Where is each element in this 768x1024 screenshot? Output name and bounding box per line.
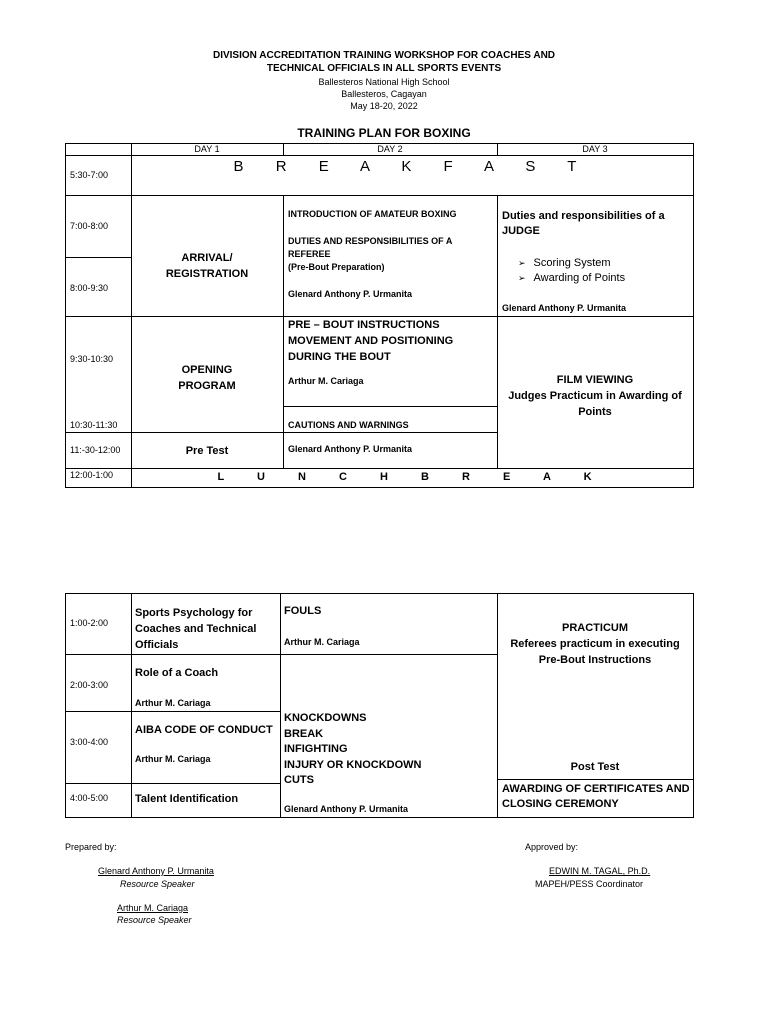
program-line: PROGRAM: [178, 380, 236, 392]
preparer-1-name: Glenard Anthony P. Urmanita: [98, 866, 214, 876]
list-item: ➢ Scoring System: [518, 256, 688, 271]
film-viewing-line: FILM VIEWING: [556, 374, 634, 386]
speaker-name: Arthur M. Cariaga: [288, 376, 364, 386]
arrival-line: ARRIVAL/: [181, 252, 233, 264]
sports-psychology: [135, 605, 278, 653]
time-slot: 10:30-11:30: [70, 420, 118, 430]
time-slot: 1:00-2:00: [70, 618, 109, 628]
prebout-instructions-line: Pre-Bout Instructions: [538, 654, 652, 666]
time-slot: 2:00-3:00: [70, 680, 109, 690]
preparer-1-role: Resource Speaker: [120, 879, 195, 889]
knockdowns-topics: [284, 711, 494, 789]
day-1-header: DAY 1: [194, 144, 220, 154]
arrival-registration: [131, 250, 283, 282]
time-slot: 3:00-4:00: [70, 737, 109, 747]
workshop-title-line-1: DIVISION ACCREDITATION TRAINING WORKSHOP FOR COACHES AND: [212, 50, 556, 61]
awarding-closing: [502, 782, 692, 812]
time-slot: 5:30-7:00: [70, 170, 109, 180]
awarding-line: AWARDING OF CERTIFICATES AND: [502, 783, 690, 795]
closing-line: CLOSING CEREMONY: [502, 798, 619, 810]
referees-practicum-line: Referees practicum in executing: [510, 638, 680, 650]
during-bout-line: DURING THE BOUT: [288, 351, 391, 363]
school-location: Ballesteros, Cagayan: [341, 89, 427, 99]
referee-line: REFEREE: [288, 249, 331, 259]
workshop-title-line-2: TECHNICAL OFFICIALS IN ALL SPORTS EVENTS: [266, 63, 502, 74]
prebout-preparation: (Pre-Bout Preparation): [288, 262, 385, 272]
preparer-2-role: Resource Speaker: [117, 915, 192, 925]
aiba-code-of-conduct: AIBA CODE OF CONDUCT: [135, 724, 273, 736]
speaker-name: Glenard Anthony P. Urmanita: [288, 444, 413, 454]
day-3-header: DAY 3: [582, 144, 608, 154]
movement-line: MOVEMENT AND POSITIONING: [288, 335, 454, 347]
officials-line: Officials: [135, 639, 179, 651]
approver-name: EDWIN M. TAGAL, Ph.D.: [549, 866, 651, 876]
knockdowns-line: KNOCKDOWNS: [284, 712, 367, 724]
time-slot: 4:00-5:00: [70, 793, 109, 803]
coaches-line: Coaches and Technical: [135, 623, 257, 635]
judge-duties: [502, 209, 692, 239]
prebout-instructions: [288, 317, 494, 365]
time-slot: 11:-30-12:00: [70, 445, 121, 455]
plan-title: TRAINING PLAN FOR BOXING: [297, 126, 471, 140]
time-slot: 12:00-1:00: [70, 470, 114, 480]
duties-referee: [288, 235, 494, 274]
speaker-name: Arthur M. Cariaga: [135, 754, 211, 764]
time-slot: 9:30-10:30: [70, 354, 114, 364]
breakfast-banner: B R E A K F A S T: [233, 158, 591, 175]
day-2-header: DAY 2: [377, 144, 403, 154]
time-slot: 8:00-9:30: [70, 283, 109, 293]
judge-line: JUDGE: [502, 225, 540, 237]
break-line: BREAK: [284, 727, 324, 740]
opening-line: OPENING: [181, 364, 233, 376]
approved-by-label: Approved by:: [525, 842, 579, 852]
post-test: Post Test: [570, 761, 620, 773]
school-name: Ballesteros National High School: [318, 77, 450, 87]
psych-line: Sports Psychology for: [135, 607, 253, 619]
duties-line: DUTIES AND RESPONSIBILITIES OF A: [288, 236, 453, 246]
film-viewing: [497, 372, 693, 420]
judges-practicum-line: Judges Practicum in Awarding of: [508, 390, 682, 402]
registration-line: REGISTRATION: [165, 268, 249, 280]
list-item: ➢ Awarding of Points: [518, 271, 688, 286]
prebout-line: PRE – BOUT INSTRUCTIONS: [288, 319, 440, 331]
practicum-line: PRACTICUM: [562, 622, 628, 634]
speaker-name: Glenard Anthony P. Urmanita: [284, 804, 409, 814]
judge-topic-list: [518, 256, 688, 286]
preparer-2-name: Arthur M. Cariaga: [117, 903, 189, 913]
approver-role: MAPEH/PESS Coordinator: [535, 879, 644, 889]
talent-identification: Talent Identification: [135, 793, 239, 805]
points-line: Points: [578, 406, 612, 418]
opening-program: [131, 362, 283, 394]
prepared-by-label: Prepared by:: [65, 842, 117, 852]
speaker-name: Arthur M. Cariaga: [135, 698, 211, 708]
speaker-name: Arthur M. Cariaga: [284, 637, 360, 647]
cautions-warnings: CAUTIONS AND WARNINGS: [288, 420, 409, 430]
injury-line: INJURY OR KNOCKDOWN: [284, 758, 422, 771]
judge-duties-line: Duties and responsibilities of a: [502, 210, 665, 222]
fouls: FOULS: [284, 605, 322, 617]
event-date: May 18-20, 2022: [350, 101, 418, 111]
referees-practicum: [497, 620, 693, 668]
lunch-break-banner: L U N C H B R E A K: [217, 471, 607, 483]
pre-test: Pre Test: [185, 445, 229, 457]
speaker-name: Glenard Anthony P. Urmanita: [502, 303, 627, 313]
infighting-line: INFIGHTING: [284, 743, 348, 755]
cuts-line: CUTS: [284, 774, 314, 786]
role-of-coach: Role of a Coach: [135, 667, 219, 679]
speaker-name: Glenard Anthony P. Urmanita: [288, 289, 413, 299]
time-slot: 7:00-8:00: [70, 221, 109, 231]
intro-amateur-boxing: INTRODUCTION OF AMATEUR BOXING: [288, 209, 457, 219]
